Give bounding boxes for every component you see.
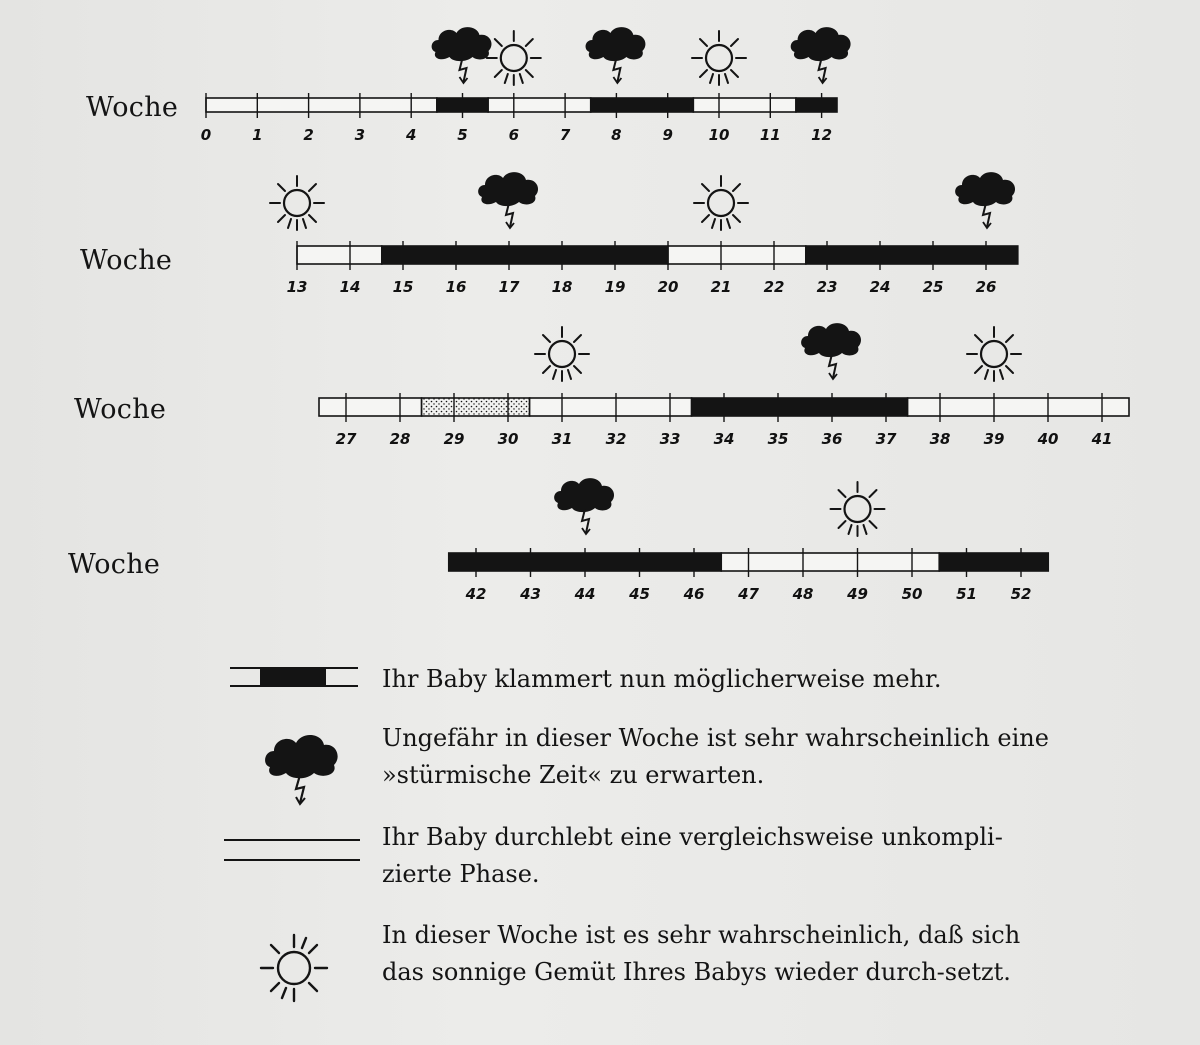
legend-text-storm: Ungefähr in dieser Woche ist sehr wahrscheinlich eine »stürmische Zeit« zu erwarten.	[382, 724, 1049, 789]
sun-icon	[270, 176, 324, 230]
week-number: 20	[657, 278, 679, 296]
week-label-row-3: Woche	[74, 394, 167, 425]
storm-cloud-icon	[801, 323, 861, 379]
week-label-row-2: Woche	[80, 245, 173, 276]
week-number: 48	[792, 585, 814, 603]
week-number: 19	[604, 278, 626, 296]
week-number: 16	[445, 278, 467, 296]
sun-icon	[692, 31, 746, 85]
week-number: 45	[629, 585, 650, 603]
legend-text-clingy: Ihr Baby klammert nun möglicherweise mehr.	[382, 665, 942, 693]
sun-icon	[254, 928, 334, 1008]
timeline-row-4	[449, 478, 1049, 603]
week-number: 8	[611, 126, 622, 144]
week-number: 52	[1010, 585, 1032, 603]
week-number: 42	[465, 585, 487, 603]
week-number: 4	[405, 126, 417, 144]
week-number: 13	[286, 278, 308, 296]
week-number: 50	[901, 585, 923, 603]
week-number: 38	[929, 430, 951, 448]
legend-text-sun: In dieser Woche ist es sehr wahrscheinlich, daß sich das sonnige Gemüt Ihres Babys wieder durch-setzt.	[382, 921, 1021, 986]
week-number: 26	[975, 278, 997, 296]
week-number: 31	[551, 430, 573, 448]
calm-phase-segment	[721, 553, 939, 571]
timeline-row-3	[319, 323, 1129, 448]
storm-cloud-icon	[432, 27, 492, 83]
calm-phase-segment	[297, 246, 382, 264]
week-number: 44	[574, 585, 596, 603]
week-number: 6	[508, 126, 520, 144]
week-number: 24	[869, 278, 891, 296]
clingy-phase-segment	[796, 98, 837, 112]
week-number: 7	[559, 126, 571, 144]
week-number: 35	[767, 430, 789, 448]
week-number: 9	[662, 126, 673, 144]
calm-phase-segment	[319, 398, 422, 416]
week-number: 12	[811, 126, 833, 144]
week-number: 51	[956, 585, 977, 603]
week-number: 37	[875, 430, 897, 448]
week-number: 2	[303, 126, 314, 144]
storm-cloud-icon	[478, 172, 538, 228]
week-number: 30	[497, 430, 519, 448]
week-number: 18	[551, 278, 573, 296]
week-number: 3	[354, 126, 366, 144]
week-number: 27	[335, 430, 357, 448]
calm-phase-segment	[530, 398, 692, 416]
calm-phase-segment	[693, 98, 796, 112]
week-number: 28	[389, 430, 411, 448]
week-number: 10	[708, 126, 730, 144]
week-number: 34	[713, 430, 735, 448]
week-number: 36	[821, 430, 843, 448]
clingy-bar-icon	[228, 665, 360, 691]
week-number: 43	[520, 585, 541, 603]
week-number: 32	[605, 430, 627, 448]
timeline-row-1	[201, 27, 851, 144]
week-number: 11	[759, 126, 781, 144]
dotted-phase-segment	[422, 398, 530, 416]
week-number: 23	[816, 278, 838, 296]
storm-cloud-icon	[554, 478, 614, 534]
sun-icon	[535, 327, 589, 381]
storm-cloud-icon	[791, 27, 851, 83]
calm-bar-icon	[222, 832, 362, 866]
week-number: 1	[252, 126, 263, 144]
week-number: 14	[339, 278, 361, 296]
storm-cloud-icon	[586, 27, 646, 83]
calm-phase-segment	[668, 246, 806, 264]
calm-phase-segment	[908, 398, 1129, 416]
week-number: 41	[1091, 430, 1113, 448]
clingy-phase-segment	[382, 246, 668, 264]
timeline-row-2	[270, 172, 1018, 296]
sun-icon	[967, 327, 1021, 381]
week-label-row-4: Woche	[68, 549, 161, 580]
week-number: 46	[683, 585, 705, 603]
legend-text-calm: Ihr Baby durchlebt eine vergleichsweise unkompli-zierte Phase.	[382, 823, 1003, 888]
calm-phase-segment	[488, 98, 591, 112]
clingy-phase-segment	[591, 98, 694, 112]
week-number: 5	[457, 126, 468, 144]
week-number: 39	[983, 430, 1005, 448]
week-number: 47	[738, 585, 759, 603]
sun-icon	[487, 31, 541, 85]
week-number: 40	[1037, 430, 1059, 448]
week-number: 25	[922, 278, 944, 296]
sun-icon	[694, 176, 748, 230]
week-number: 15	[392, 278, 414, 296]
week-number: 29	[443, 430, 465, 448]
week-number: 22	[763, 278, 785, 296]
storm-cloud-icon	[955, 172, 1015, 228]
week-number: 49	[847, 585, 868, 603]
storm-cloud-icon	[262, 725, 342, 811]
week-number: 33	[659, 430, 681, 448]
calm-phase-segment	[206, 98, 437, 112]
week-number: 17	[498, 278, 520, 296]
week-number: 0	[200, 126, 212, 144]
week-number: 21	[710, 278, 732, 296]
sun-icon	[831, 482, 885, 536]
week-label-row-1: Woche	[86, 92, 179, 123]
clingy-phase-segment	[939, 553, 1048, 571]
